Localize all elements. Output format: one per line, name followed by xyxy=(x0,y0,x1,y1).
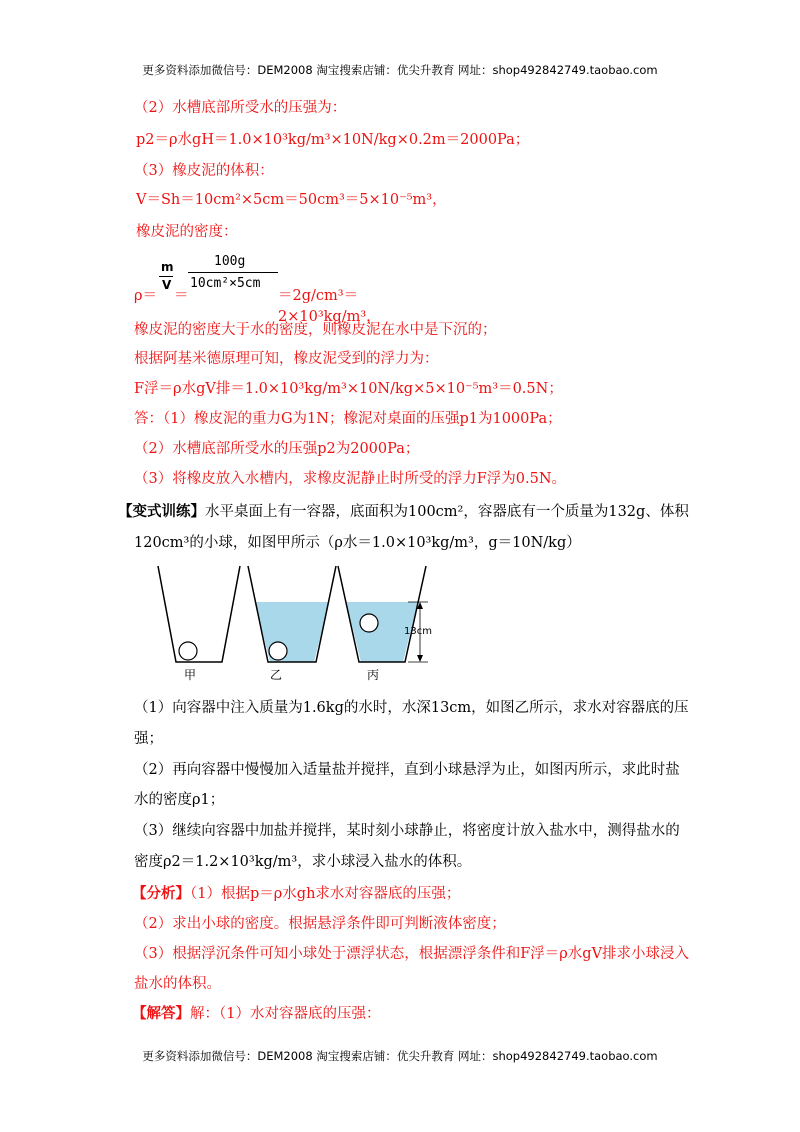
frac-numerator: 100g xyxy=(214,254,246,269)
density-result: ＝2g/cm³＝2×10³kg/m³， xyxy=(278,288,381,325)
question-1b: 强； xyxy=(134,731,163,747)
analysis-line-2: （2）求出小球的密度。根据悬浮条件即可判断液体密度； xyxy=(134,916,506,932)
frac-v: V xyxy=(162,278,172,292)
analysis-tag: 【分析】 xyxy=(132,886,190,902)
analysis-line-1 xyxy=(132,884,460,904)
question-2b: 水的密度ρ1； xyxy=(134,792,225,808)
solution-line-1: （2）水槽底部所受水的压强为： xyxy=(134,100,347,116)
frac-equals: ＝ xyxy=(174,288,189,304)
solution-line-2: p2＝ρ水gH＝1.0×10³kg/m³×10N/kg×0.2m＝2000Pa； xyxy=(136,132,530,148)
answer-tag: 【解答】 xyxy=(132,1006,190,1022)
answer-text-1: 解：（1）水对容器底的压强： xyxy=(190,1006,381,1022)
question-3a: （3）继续向容器中加盐并搅拌，某时刻小球静止，将密度计放入盐水中，测得盐水的 xyxy=(134,823,680,839)
ball-a xyxy=(179,642,197,660)
label-c: 丙 xyxy=(367,668,380,682)
solution-line-9: F浮＝ρ水gV排＝1.0×10³kg/m³×10N/kg×5×10⁻⁵m³＝0.5N； xyxy=(134,381,563,397)
frac-bar-large xyxy=(188,272,278,273)
answer-line-1 xyxy=(132,1004,380,1024)
exercise-tag: 【变式训练】 xyxy=(118,504,205,520)
question-3b: 密度ρ2＝1.2×10³kg/m³，求小球浸入盐水的体积。 xyxy=(134,854,472,870)
analysis-line-3: （3）根据浮沉条件可知小球处于漂浮状态，根据漂浮条件和F浮＝ρ水gV排求小球浸入 xyxy=(134,946,690,962)
analysis-text-1: （1）根据p＝ρ水gh求水对容器底的压强； xyxy=(190,886,461,902)
page-footer: 更多资料添加微信号：DEM2008 淘宝搜索店铺：优尖升教育 网址：shop492842749.taobao.com xyxy=(142,1049,658,1063)
container-b xyxy=(248,566,336,662)
question-2a: （2）再向容器中慢慢加入适量盐并搅拌，直到小球悬浮为止，如图丙所示，求此时盐 xyxy=(134,762,680,778)
exercise-line-2: 120cm³的小球，如图甲所示（ρ水＝1.0×10³kg/m³，g＝10N/kg） xyxy=(134,535,581,551)
question-1a: （1）向容器中注入质量为1.6kg的水时，水深13cm，如图乙所示，求水对容器底的压 xyxy=(134,700,689,716)
frac-bar-small xyxy=(159,276,173,277)
page-header: 更多资料添加微信号：DEM2008 淘宝搜索店铺：优尖升教育 网址：shop492842749.taobao.com xyxy=(142,63,658,77)
solution-line-12: （3）将橡皮放入水槽内，求橡皮泥静止时所受的浮力F浮为0.5N。 xyxy=(134,471,567,487)
label-b: 乙 xyxy=(270,668,283,682)
solution-line-3: （3）橡皮泥的体积： xyxy=(134,163,274,179)
solution-line-5: 橡皮泥的密度： xyxy=(136,224,238,240)
depth-label: 13cm xyxy=(404,626,432,637)
solution-line-4: V＝Sh＝10cm²×5cm＝50cm³＝5×10⁻⁵m³， xyxy=(136,192,447,208)
frac-denominator: 10cm²×5cm xyxy=(190,276,261,291)
solution-line-8: 根据阿基米德原理可知，橡皮泥受到的浮力为： xyxy=(134,351,439,367)
ball-c xyxy=(360,614,378,632)
density-formula xyxy=(134,254,434,325)
frac-m: m xyxy=(161,260,174,274)
solution-line-11: （2）水槽底部所受水的压强p2为2000Pa； xyxy=(134,441,420,457)
ball-b xyxy=(269,642,287,660)
exercise-line-1 xyxy=(118,502,689,522)
rho-prefix: ρ＝ xyxy=(134,288,158,304)
solution-line-10: 答：（1）橡皮泥的重力G为1N；橡泥对桌面的压强p1为1000Pa； xyxy=(134,411,562,427)
analysis-line-4: 盐水的体积。 xyxy=(134,976,221,992)
solution-line-7: 橡皮泥的密度大于水的密度，则橡皮泥在水中是下沉的； xyxy=(134,322,497,338)
exercise-text-1: 水平桌面上有一容器，底面积为100cm²，容器底有一个质量为132g、体积 xyxy=(205,504,689,520)
container-c xyxy=(338,566,426,662)
container-a xyxy=(158,566,240,662)
label-a: 甲 xyxy=(184,668,197,682)
